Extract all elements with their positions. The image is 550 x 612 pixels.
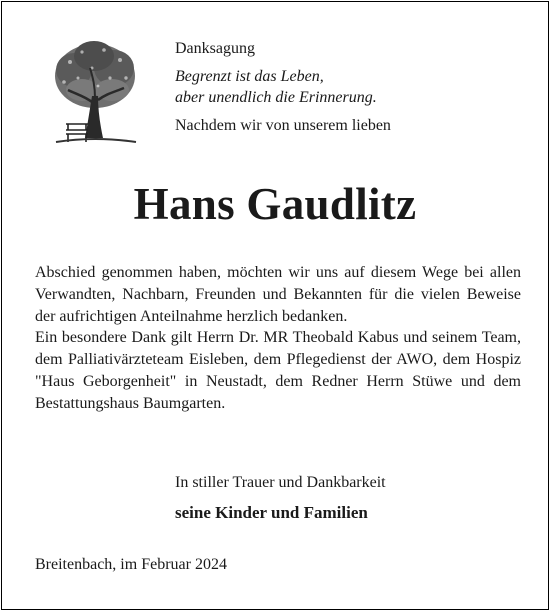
place-date: Breitenbach, im Februar 2024 xyxy=(35,556,227,573)
closing-block xyxy=(175,472,535,525)
thanks-paragraph: Abschied genommen haben, möchten wir uns auf diesem Wege bei allen Verwandten, Nachbarn, Freunden und Bekannten für die vielen Beweise der aufrichtigen Anteilnahme herzlich bedanken. xyxy=(35,264,521,325)
memorial-quote xyxy=(175,66,535,108)
intro-line: Nachdem wir von unserem lieben xyxy=(175,117,391,134)
thanks-text xyxy=(35,262,521,415)
deceased-name: Hans Gaudlitz xyxy=(133,179,417,229)
quote-line: Begrenzt ist das Leben, xyxy=(175,68,324,85)
mourning-line: In stiller Trauer und Dankbarkeit xyxy=(175,474,386,491)
notice-kind: Danksagung xyxy=(175,40,255,57)
header-block xyxy=(175,38,535,137)
signature: seine Kinder und Familien xyxy=(175,503,368,522)
thanks-paragraph: Ein besondere Dank gilt Herrn Dr. MR Theobald Kabus und seinem Team, dem Palliativärzteteam Eisleben, dem Pflegedienst der AWO, dem Hospiz "Haus Geborgenheit" in Neustadt, dem Redner Herrn Stüwe und dem Bestattungshaus Baumgarten. xyxy=(35,329,521,412)
tree-with-bench-icon xyxy=(52,38,138,150)
obituary-notice xyxy=(1,1,549,610)
quote-line: aber unendlich die Erinnerung. xyxy=(175,89,377,106)
